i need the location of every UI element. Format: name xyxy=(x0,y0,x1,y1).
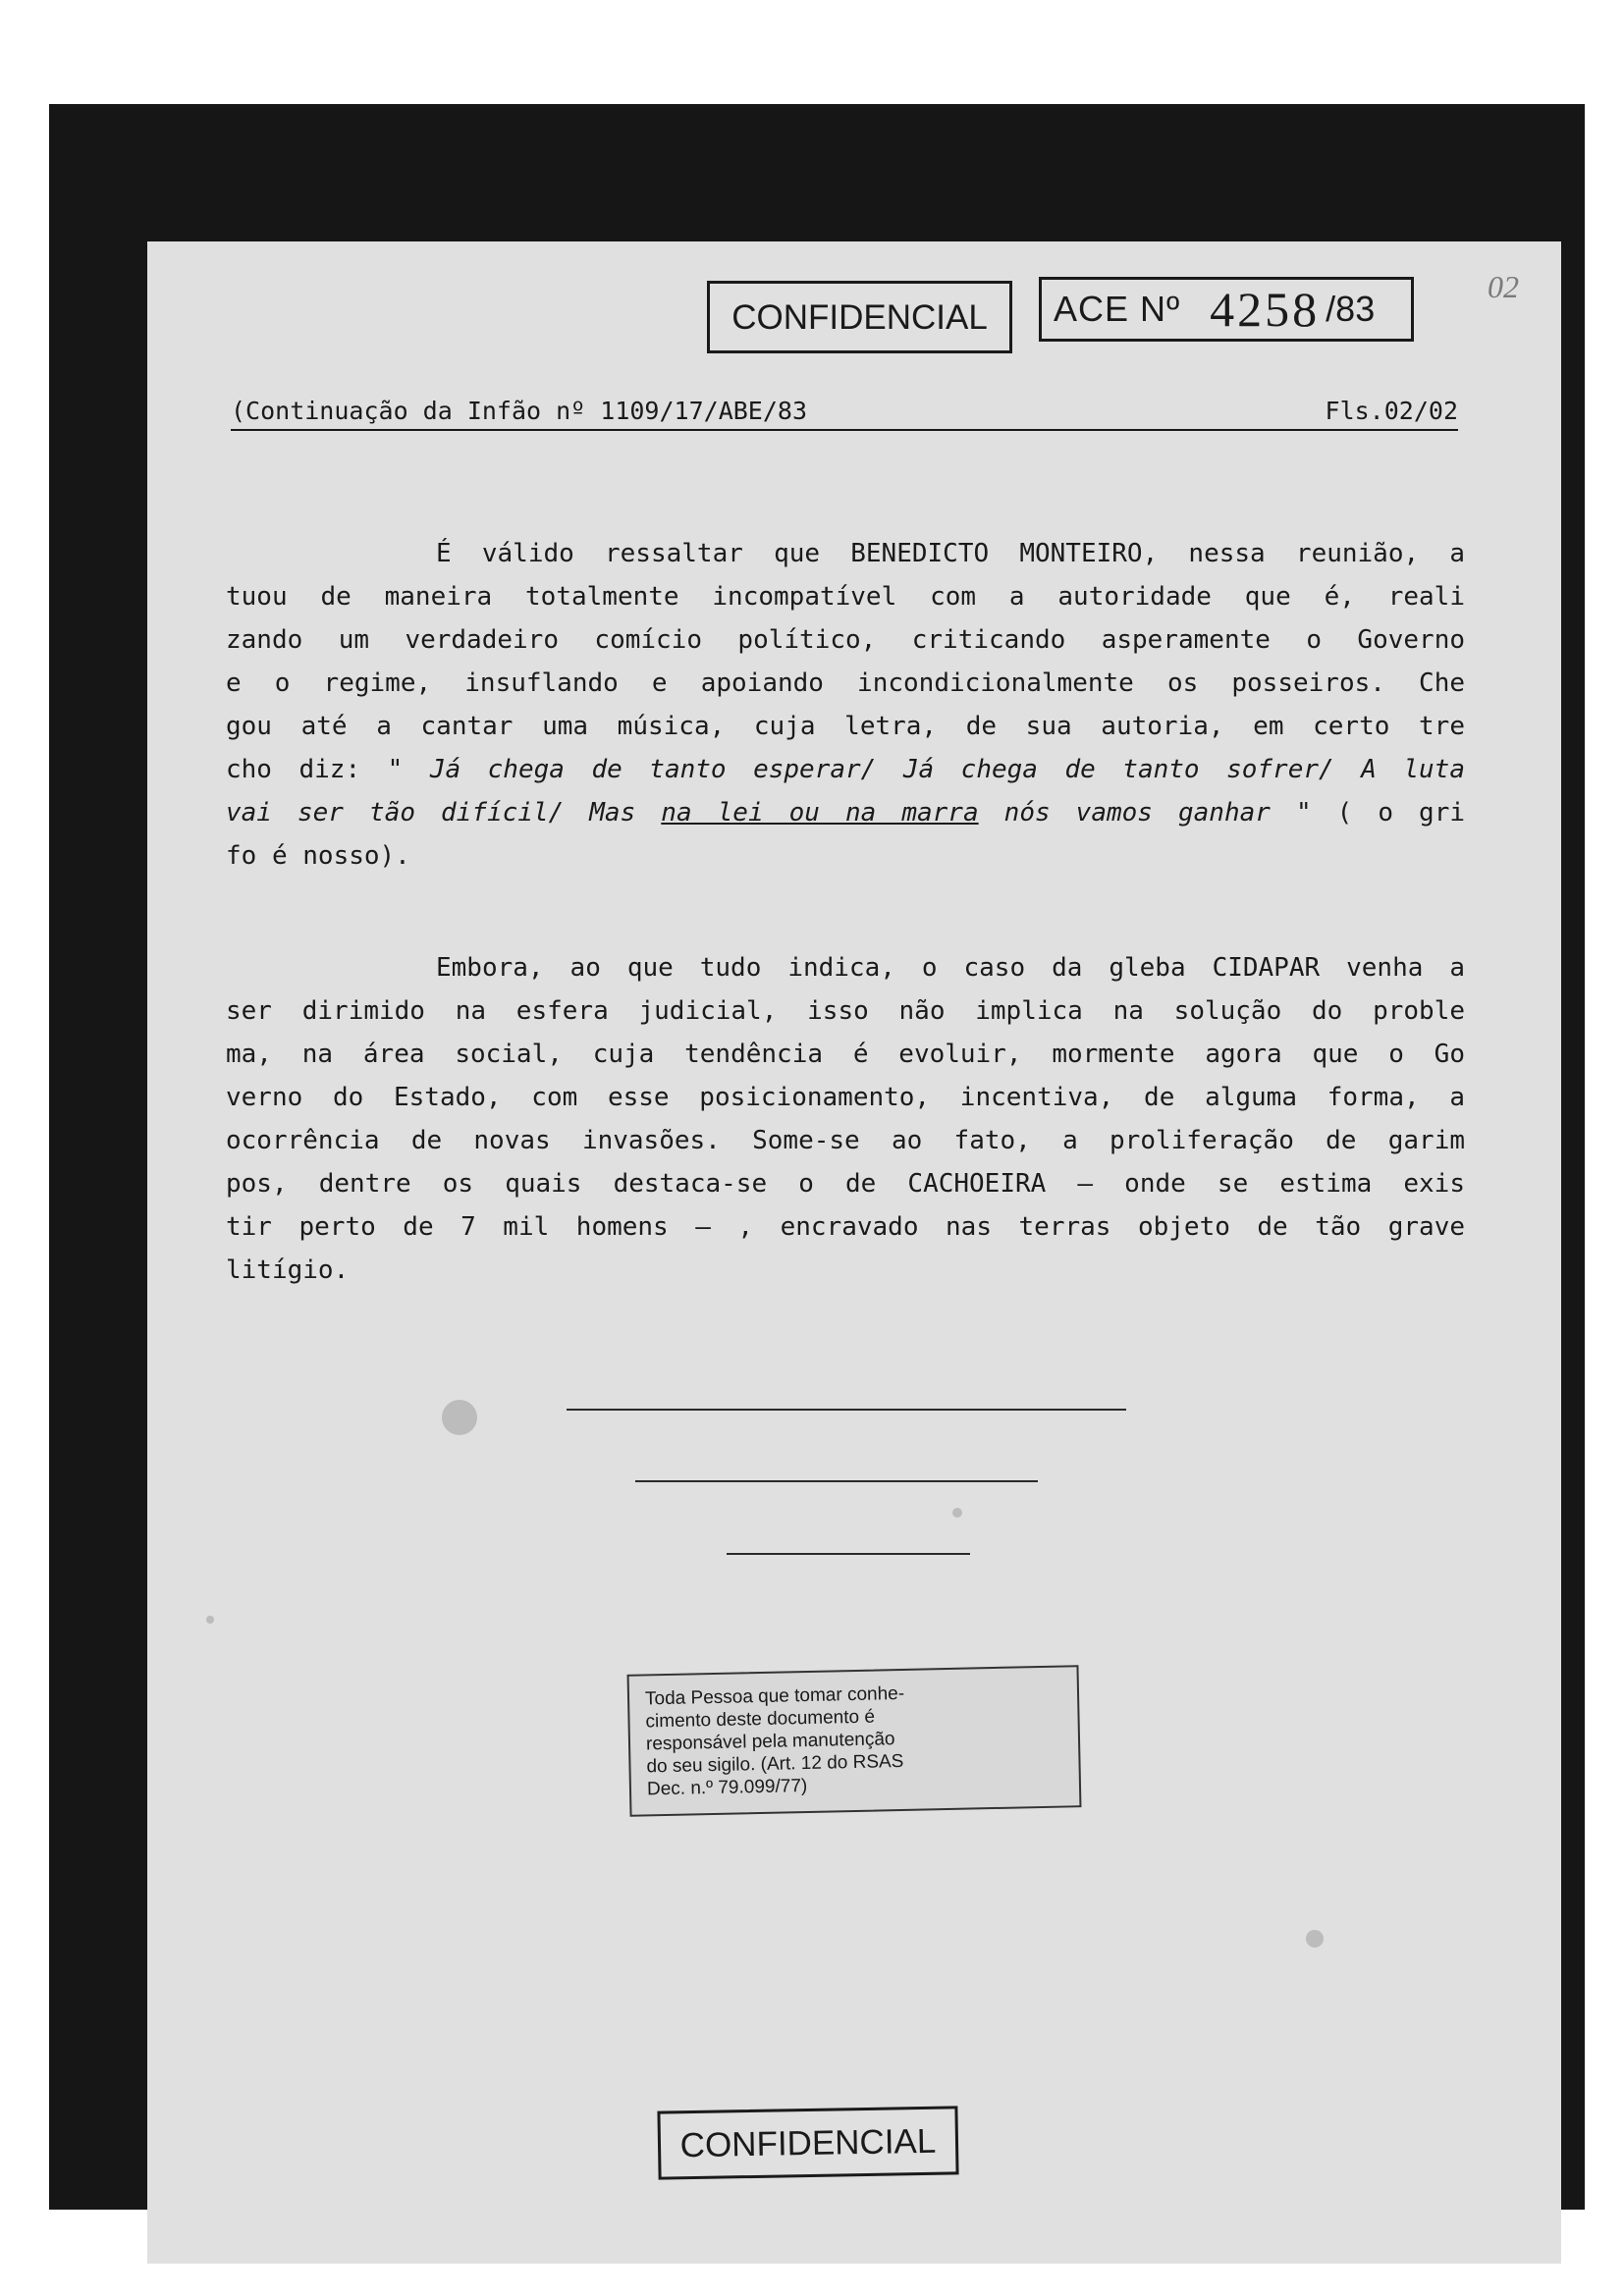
paragraph-line: ma, na área social, cuja tendência é evoluir, mormente agora que o Go xyxy=(226,1040,1465,1069)
scan-speck xyxy=(206,1616,214,1624)
header-reference: (Continuação da Infão nº 1109/17/ABE/83 xyxy=(231,397,807,425)
paragraph-2 xyxy=(226,946,1465,1292)
document-page xyxy=(147,241,1561,2264)
paragraph-line: e o regime, insuflando e apoiando incondicionalmente os posseiros. Che xyxy=(226,668,1465,698)
confidential-stamp-bottom xyxy=(657,2106,958,2179)
notice-line: responsável pela manutenção xyxy=(645,1729,895,1755)
quote-intro: cho diz: xyxy=(226,755,361,784)
song-lyric-quote: nós vamos ganhar " xyxy=(1003,798,1312,828)
notice-line: Dec. n.º 79.099/77) xyxy=(646,1776,808,1800)
ace-prefix: ACE Nº xyxy=(1054,289,1181,329)
song-lyric-quote: vai ser tão difícil/ Mas xyxy=(226,798,636,828)
paragraph-line: litígio. xyxy=(226,1255,350,1285)
notice-line: cimento deste documento é xyxy=(645,1706,876,1733)
notice-line: do seu sigilo. (Art. 12 do RSAS xyxy=(646,1750,904,1778)
paragraph-line: ser dirimido na esfera judicial, isso não implica na solução do proble xyxy=(226,996,1465,1026)
scanned-sheet-frame xyxy=(49,104,1585,2210)
confidentiality-notice-stamp xyxy=(627,1665,1082,1817)
paragraph-1 xyxy=(226,532,1465,878)
emphasized-lyric: na lei ou na marra xyxy=(661,798,979,828)
paragraph-line: pos, dentre os quais destaca-se o de CACHOEIRA — onde se estima exis xyxy=(226,1169,1465,1199)
paragraph-line: zando um verdadeiro comício político, criticando asperamente o Governo xyxy=(226,625,1465,655)
paragraph-line: tir perto de 7 mil homens — , encravado nas terras objeto de tão grave xyxy=(226,1212,1465,1242)
paragraph-line xyxy=(226,791,1465,834)
paragraph-line: verno do Estado, com esse posicionamento, incentiva, de alguma forma, a xyxy=(226,1083,1465,1112)
scan-speck xyxy=(952,1508,962,1518)
song-lyric-quote: " Já chega de tanto esperar/ Já chega de tanto sofrer/ A luta xyxy=(387,755,1465,784)
paragraph-line xyxy=(226,748,1465,791)
paragraph-line: tuou de maneira totalmente incompatível com a autoridade que é, reali xyxy=(226,582,1465,612)
ace-year: /83 xyxy=(1326,289,1376,329)
confidential-stamp-top xyxy=(707,281,1012,353)
paragraph-line: Embora, ao que tudo indica, o caso da gleba CIDAPAR venha a xyxy=(436,953,1465,983)
closing-rule-3 xyxy=(727,1553,970,1555)
header-page-number: Fls.02/02 xyxy=(1325,397,1458,425)
corner-handwritten-mark: 02 xyxy=(1488,269,1519,304)
paragraph-line: ocorrência de novas invasões. Some-se ao fato, a proliferação de garim xyxy=(226,1126,1465,1155)
closing-rule-2 xyxy=(635,1480,1038,1482)
scan-speck xyxy=(442,1400,477,1435)
ace-number-stamp xyxy=(1039,277,1414,342)
paragraph-line: É válido ressaltar que BENEDICTO MONTEIRO, nessa reunião, a xyxy=(436,539,1465,568)
confidential-stamp-bottom-text: CONFIDENCIAL xyxy=(679,2121,937,2164)
document-header xyxy=(231,397,1458,431)
closing-rule-1 xyxy=(567,1409,1126,1411)
scan-speck xyxy=(1306,1930,1324,1948)
confidential-stamp-top-text: CONFIDENCIAL xyxy=(731,297,988,337)
notice-line: Toda Pessoa que tomar conhe- xyxy=(644,1682,905,1710)
emphasis-note: ( o gri xyxy=(1336,798,1466,828)
ace-number: 4258 xyxy=(1210,282,1321,337)
paragraph-line: gou até a cantar uma música, cuja letra, de sua autoria, em certo tre xyxy=(226,712,1465,741)
paragraph-line: fo é nosso). xyxy=(226,841,410,871)
